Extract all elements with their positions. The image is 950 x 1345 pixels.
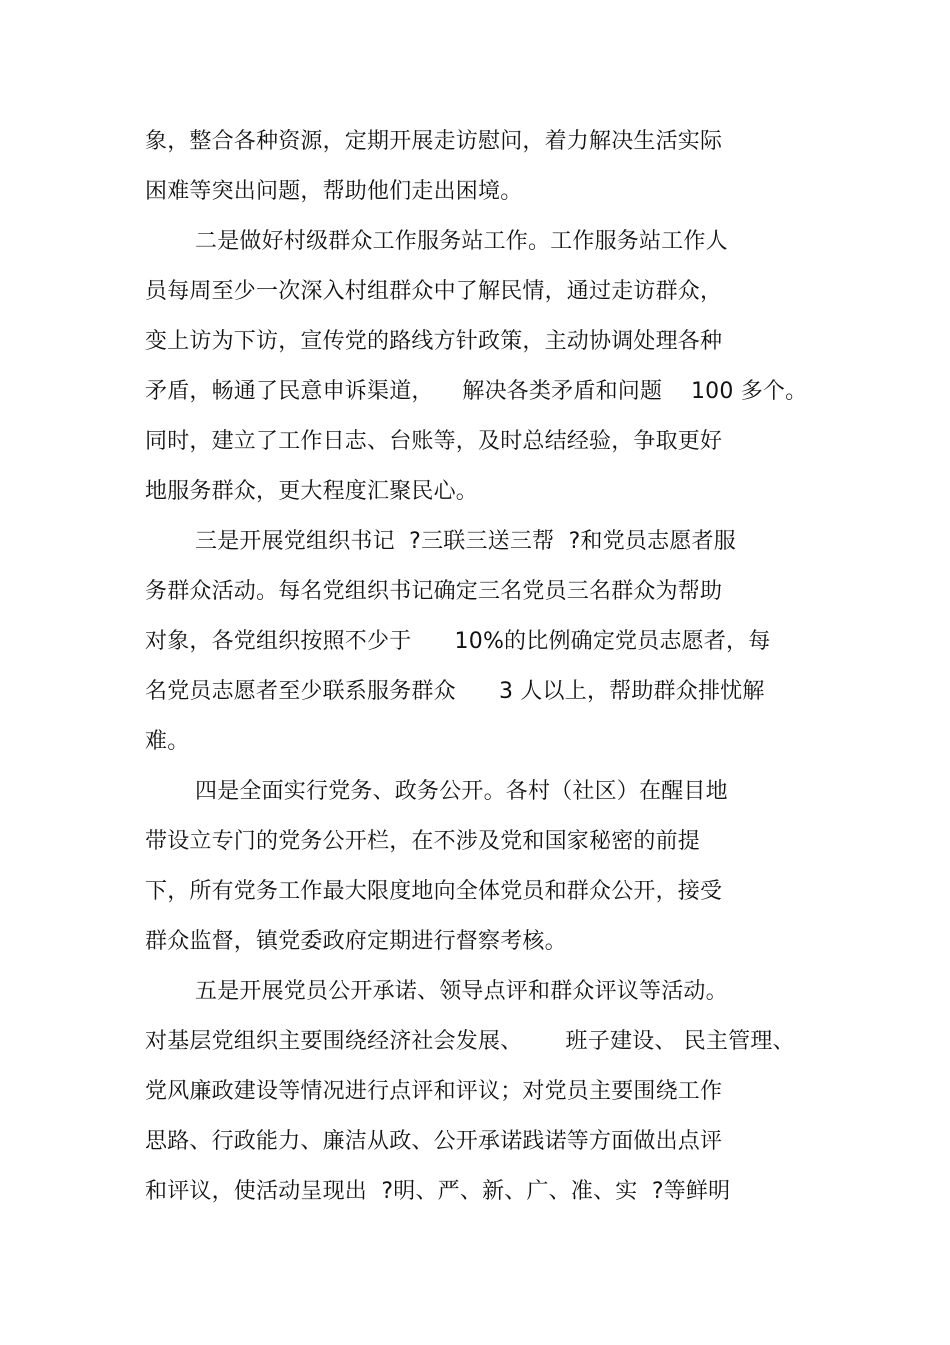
- text-line: 带设立专门的党务公开栏，在不涉及党和国家秘密的前提: [145, 829, 701, 854]
- text-line: 矛盾，畅通了民意申诉渠道， 解决各类矛盾和问题 100 多个。: [145, 379, 808, 404]
- text-line: 困难等突出问题，帮助他们走出困境。: [145, 179, 523, 204]
- text-line: 象，整合各种资源，定期开展走访慰问，着力解决生活实际: [145, 129, 723, 154]
- text-line: 对象，各党组织按照不少于 10%的比例确定党员志愿者，每: [145, 629, 771, 654]
- text-line: 变上访为下访，宣传党的路线方针政策，主动协调处理各种: [145, 329, 723, 354]
- text-line: 和评议，使活动呈现出 ?明、严、新、广、准、实 ?等鲜明: [145, 1179, 731, 1204]
- paragraph-first-line: 五是开展党员公开承诺、领导点评和群众评议等活动。: [195, 979, 728, 1004]
- text-line: 员每周至少一次深入村组群众中了解民情，通过走访群众，: [145, 279, 723, 304]
- text-line: 难。: [145, 729, 190, 754]
- text-line: 下，所有党务工作最大限度地向全体党员和群众公开，接受: [145, 879, 723, 904]
- text-line: 对基层党组织主要围绕经济社会发展、 班子建设、 民主管理、: [145, 1029, 795, 1054]
- text-line: 思路、行政能力、廉洁从政、公开承诺践诺等方面做出点评: [145, 1129, 723, 1154]
- text-line: 务群众活动。每名党组织书记确定三名党员三名群众为帮助: [145, 579, 723, 604]
- text-line: 党风廉政建设等情况进行点评和评议；对党员主要围绕工作: [145, 1079, 723, 1104]
- text-line: 同时，建立了工作日志、台账等，及时总结经验，争取更好: [145, 429, 723, 454]
- text-line: 群众监督，镇党委政府定期进行督察考核。: [145, 929, 567, 954]
- paragraph-first-line: 四是全面实行党务、政务公开。各村（社区）在醒目地: [195, 779, 728, 804]
- paragraph-first-line: 三是开展党组织书记 ?三联三送三帮 ?和党员志愿者服: [195, 529, 736, 554]
- paragraph-first-line: 二是做好村级群众工作服务站工作。工作服务站工作人: [195, 229, 728, 254]
- text-line: 地服务群众，更大程度汇聚民心。: [145, 479, 479, 504]
- text-line: 名党员志愿者至少联系服务群众 3 人以上，帮助群众排忧解: [145, 679, 765, 704]
